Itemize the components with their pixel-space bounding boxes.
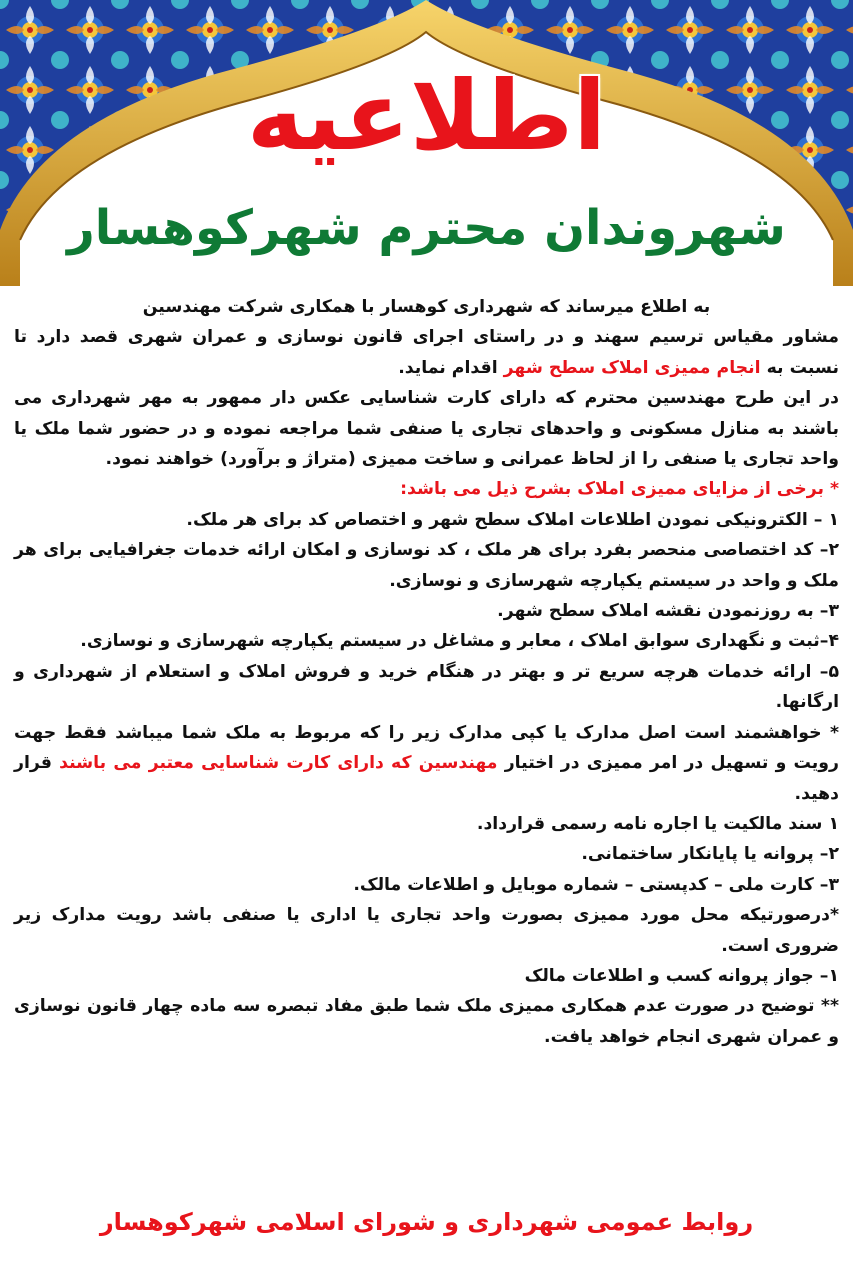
benefit-item-3: ۳– به روزنمودن نقشه املاک سطح شهر.: [497, 601, 839, 622]
engineers-paragraph: در این طرح مهندسین محترم که دارای کارت شناسایی عکس دار ممهور به مهر شهرداری می باشند به منازل مسکونی و واحدهای تجاری یا صنفی شما مراجعه نموده و در حضور شما ملک یا واحد تجاری یا صنفی را از لحاظ عمرانی و ساخت ممیزی (متراژ و برآورد) خواهند نمود.: [14, 388, 839, 470]
announcement-body: [14, 292, 839, 1052]
page-title: اطلاعیه: [246, 60, 607, 172]
intro-paragraph: [14, 322, 839, 383]
intro-line: به اطلاع میرساند که شهرداری کوهسار با همکاری شرکت مهندسین: [142, 297, 711, 317]
benefit-item-2: ۲– کد اختصاصی منحصر بفرد برای هر ملک ، کد نوسازی و امکان ارائه خدمات جغرافیایی برای هر ملک و واحد در سیستم یکپارچه شهرسازی و نوسازی.: [14, 540, 839, 591]
commercial-note: *درصورتیکه محل مورد ممیزی بصورت واحد تجاری یا اداری یا صنفی باشد رویت مدارک زیر ضروری است.: [14, 905, 839, 956]
request-highlight: مهندسین که دارای کارت شناسایی معتبر می باشند: [59, 753, 498, 774]
document-item-1: ۱ سند مالکیت یا اجاره نامه رسمی قرارداد.: [476, 813, 839, 834]
documents-request: [14, 718, 839, 809]
benefit-item-1: ۱ – الکترونیکی نمودن اطلاعات املاک سطح شهر و اختصاص کد برای هر ملک.: [186, 509, 839, 530]
request-text-end: قرار دهید.: [14, 753, 839, 804]
document-item-3: ۳– کارت ملی – کدپستی – شماره موبایل و اطلاعات مالک.: [353, 874, 839, 895]
benefit-item-5: ۵– ارائه خدمات هرچه سریع تر و بهتر در هنگام خرید و فروش املاک و استعلام از شهرداری و ارگانها.: [14, 661, 839, 713]
warning-note: ** توضیح در صورت عدم همکاری ممیزی ملک شما طبق مفاد تبصره سه ماده چهار قانون نوسازی و عمران شهری انجام خواهد یافت.: [14, 996, 839, 1047]
intro-text-start: مشاور مقیاس ترسیم سهند و در راستای اجرای قانون نوسازی و عمران شهری قصد دارد تا نسبت به: [14, 327, 839, 378]
intro-text-end: اقدام نماید.: [398, 357, 498, 378]
page-subtitle: شهروندان محترم شهرکوهسار: [67, 200, 786, 256]
decorative-tile-header: [0, 0, 853, 286]
footer-signature: روابط عمومی شهرداری و شورای اسلامی شهرکوهسار: [99, 1208, 754, 1236]
document-item-2: ۲– پروانه یا پایانکار ساختمانی.: [581, 844, 839, 865]
commercial-doc-item-1: ۱– جواز پروانه کسب و اطلاعات مالک: [524, 965, 839, 986]
benefits-heading: * برخی از مزایای ممیزی املاک بشرح ذیل می باشد:: [400, 479, 839, 500]
request-text-start: * خواهشمند است اصل مدارک یا کپی مدارک زیر را که مربوط به ملک شما میباشد فقط جهت رویت و تسهیل در امر ممیزی در اختیار: [14, 722, 839, 774]
benefit-item-4: ۴–ثبت و نگهداری سوابق املاک ، معابر و مشاغل در سیستم یکپارچه شهرسازی و نوسازی.: [80, 631, 839, 652]
intro-highlight: انجام ممیزی املاک سطح شهر: [503, 357, 761, 378]
